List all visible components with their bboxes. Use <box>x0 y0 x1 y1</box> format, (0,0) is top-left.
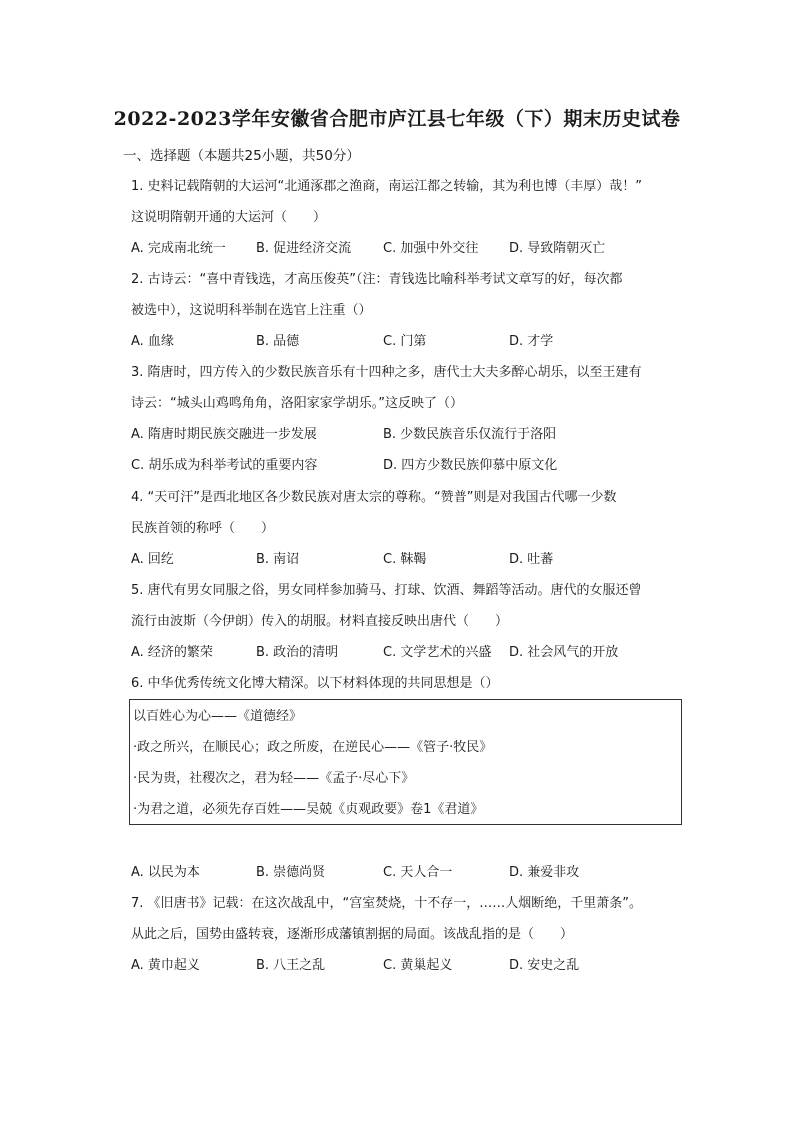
question-6-option-a: A. 以民为本 <box>131 865 200 880</box>
question-2-option-c: C. 门第 <box>383 334 427 349</box>
question-7-line-2: 从此之后，国势由盛转衰，逐渐形成藩镇割据的局面。该战乱指的是（ ） <box>131 927 574 942</box>
quote-line-3: ·民为贵，社稷次之，君为轻——《孟子·尽心下》 <box>133 771 415 786</box>
question-4-line-2: 民族首领的称呼（ ） <box>131 521 275 536</box>
quote-box <box>129 699 682 825</box>
quote-line-1: 以百姓心为心——《道德经》 <box>133 709 303 724</box>
question-6-line-1: 6. 中华优秀传统文化博大精深。以下材料体现的共同思想是（） <box>131 676 499 691</box>
question-4-line-1: 4. “天可汗”是西北地区各少数民族对唐太宗的尊称。“赞普”则是对我国古代哪一少数 <box>131 490 617 505</box>
question-7-option-d: D. 安史之乱 <box>509 958 580 973</box>
question-1-option-d: D. 导致隋朝灭亡 <box>509 241 606 256</box>
question-5-option-b: B. 政治的清明 <box>256 645 339 660</box>
question-2-option-d: D. 才学 <box>509 334 554 349</box>
question-4-option-c: C. 靺鞨 <box>383 552 427 567</box>
question-4-option-d: D. 吐蕃 <box>509 552 554 567</box>
question-4-option-b: B. 南诏 <box>256 552 300 567</box>
question-2-line-2: 被选中），这说明科举制在选官上注重（） <box>131 303 372 318</box>
question-3-line-1: 3. 隋唐时，四方传入的少数民族音乐有十四种之多，唐代士大夫多醉心胡乐，以至王建有 <box>131 365 642 380</box>
question-4-option-a: A. 回纥 <box>131 552 174 567</box>
question-7-option-b: B. 八王之乱 <box>256 958 326 973</box>
question-1-option-b: B. 促进经济交流 <box>256 241 352 256</box>
question-6-option-d: D. 兼爱非攻 <box>509 865 580 880</box>
question-7-option-a: A. 黄巾起义 <box>131 958 200 973</box>
question-3-line-2: 诗云：“城头山鸡鸣角角，洛阳家家学胡乐。”这反映了（） <box>131 396 463 411</box>
quote-line-4: ·为君之道，必须先存百姓——吴兢《贞观政要》卷1《君道》 <box>133 802 484 817</box>
question-5-option-a: A. 经济的繁荣 <box>131 645 213 660</box>
question-5-line-1: 5. 唐代有男女同服之俗，男女同样参加骑马、打球、饮酒、舞蹈等活动。唐代的女服还曾 <box>131 583 642 598</box>
question-7-option-c: C. 黄巢起义 <box>383 958 453 973</box>
question-5-option-d: D. 社会风气的开放 <box>509 645 619 660</box>
question-1-line-1: 1. 史料记载隋朝的大运河“北通涿郡之渔商，南运江都之转输，其为利也博（丰厚）哉！” <box>131 179 643 194</box>
question-1-line-2: 这说明隋朝开通的大运河（ ） <box>131 210 327 225</box>
question-5-line-2: 流行由波斯（今伊朗）传入的胡服。材料直接反映出唐代（ ） <box>131 614 509 629</box>
question-3-option-c: C. 胡乐成为科举考试的重要内容 <box>131 458 318 473</box>
question-2-line-1: 2. 古诗云：“喜中青钱选，才高压俊英”（注：青钱选比喻科举考试文章写的好，每次都 <box>131 272 623 287</box>
question-7-line-1: 7. 《旧唐书》记载：在这次战乱中，“宫室焚烧，十不存一，……人烟断绝，千里萧条”。 <box>131 896 643 911</box>
exam-title: 2022-2023学年安徽省合肥市庐江县七年级（下）期末历史试卷 <box>113 108 681 130</box>
question-3-option-b: B. 少数民族音乐仅流行于洛阳 <box>383 427 557 442</box>
section-heading: 一、选择题（本题共25小题，共50分） <box>123 148 360 164</box>
question-6-option-c: C. 天人合一 <box>383 865 453 880</box>
question-5-option-c: C. 文学艺术的兴盛 <box>383 645 492 660</box>
question-2-option-a: A. 血缘 <box>131 334 174 349</box>
quote-line-2: ·政之所兴，在顺民心；政之所废，在逆民心——《管子·牧民》 <box>133 740 493 755</box>
question-1-option-a: A. 完成南北统一 <box>131 241 226 256</box>
question-1-option-c: C. 加强中外交往 <box>383 241 479 256</box>
question-3-option-d: D. 四方少数民族仰慕中原文化 <box>383 458 558 473</box>
question-3-option-a: A. 隋唐时期民族交融进一步发展 <box>131 427 317 442</box>
question-2-option-b: B. 品德 <box>256 334 300 349</box>
question-6-option-b: B. 崇德尚贤 <box>256 865 326 880</box>
